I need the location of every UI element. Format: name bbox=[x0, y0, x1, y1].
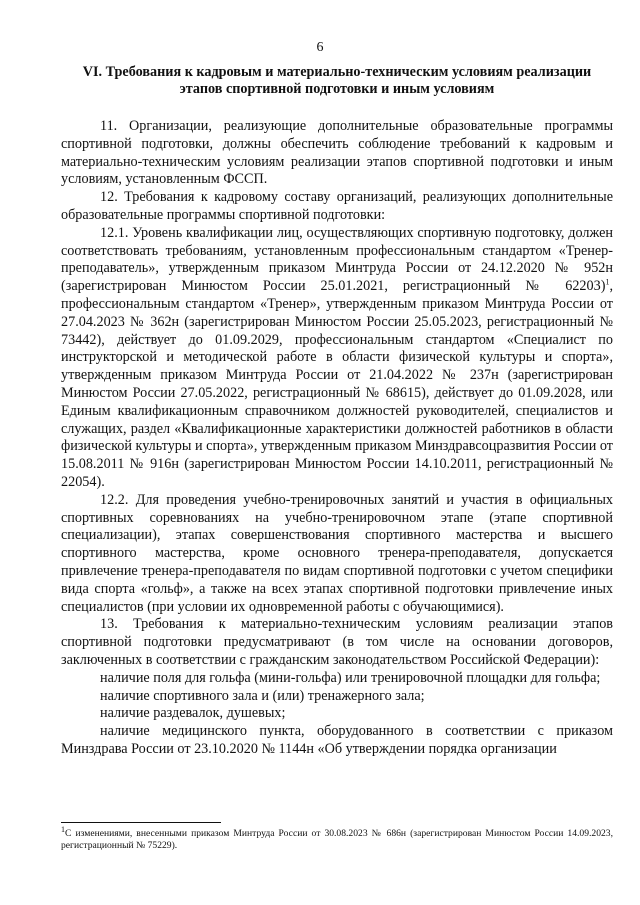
paragraph-12-2: 12.2. Для проведения учебно-тренировочных занятий и участия в официальных спортивных соревнованиях на учебно-тренировочном этапе (этапе спортивной специализации), этапах совершенствования спортивного мастерства и высшего спортивного мастерства, кроме основного тренера-преподавателя, допускается привлечение тренера-преподавателя по видам спортивной подготовки с учетом специфики вида спорта «гольф», а также на всех этапах спортивной подготовки привлечение иных специалистов (при условии их одновременной работы с обучающимися). bbox=[61, 491, 613, 615]
list-item-sports-hall: наличие спортивного зала и (или) тренажерного зала; bbox=[100, 687, 425, 704]
paragraph-12-1 bbox=[61, 225, 613, 492]
list-item-locker-rooms: наличие раздевалок, душевых; bbox=[100, 705, 286, 722]
footnote-divider bbox=[61, 822, 221, 823]
body-text bbox=[61, 118, 613, 759]
list-item-golf-field: наличие поля для гольфа (мини-гольфа) или тренировочной площадки для гольфа; bbox=[100, 669, 601, 686]
paragraph-12-1-text-end: , профессиональным стандартом «Тренер», утвержденным приказом Минтруда России от 27.04.2023 № 362н (зарегистрирован Минюстом России 25.05.2023, регистрационный № 73442), действует до 01.09.2029, профессиональным стандартом «Специалист по инструкторской и методической работе в области физической культуры и спорта», утвержденным приказом Минтруда России от 21.04.2022 № 237н (зарегистрирован Минюстом России 27.05.2022, регистрационный № 68615), действует до 01.09.2028, или Единым квалификационным справочником должностей руководителей, специалистов и служащих, раздел «Квалификационные характеристики должностей работников в области физической культуры и спорта», утвержденным приказом Минздравсоцразвития России от 15.08.2011 № 916н (зарегистрирован Минюстом России 14.10.2011, регистрационный № 22054). bbox=[61, 278, 613, 490]
footnote-text: С изменениями, внесенными приказом Минтруда России от 30.08.2023 № 686н (зарегистрирован Минюстом России 14.09.2023, регистрационный № 75229). bbox=[61, 828, 613, 851]
paragraph-12-1-text-start: 12.1. Уровень квалификации лиц, осуществляющих спортивную подготовку, должен соответствовать требованиям, установленным профессиональным стандартом «Тренер-преподаватель», утвержденным приказом Минтруда России от 24.12.2020 № 952н (зарегистрирован Минюстом России 25.01.2021, регистрационный № 62203) bbox=[61, 224, 613, 295]
paragraph-12: 12. Требования к кадровому составу организаций, реализующих дополнительные образовательные программы спортивной подготовки: bbox=[61, 189, 613, 223]
section-heading: VI. Требования к кадровым и материально-техническим условиям реализации этапов спортивной подготовки и иным условиям bbox=[82, 64, 592, 97]
footnote-marker: 1 bbox=[61, 824, 65, 834]
paragraph-13: 13. Требования к материально-техническим условиям реализации этапов спортивной подготовки предусматривают (в том числе на основании договоров, заключенных в соответствии с гражданским законодательством Российской Федерации): bbox=[61, 616, 613, 668]
list-item-medical-point: наличие медицинского пункта, оборудованного в соответствии с приказом Минздрава России от 23.10.2020 № 1144н «Об утверждении порядка организации bbox=[61, 723, 613, 757]
page-number: 6 bbox=[316, 40, 324, 55]
footnote-reference: 1 bbox=[605, 277, 610, 287]
paragraph-11: 11. Организации, реализующие дополнительные образовательные программы спортивной подготовки, должны обеспечить соблюдение требований к кадровым и материально-техническим условиям реализации этапов спортивной подготовки и иным условиям, установленным ФССП. bbox=[61, 118, 613, 188]
footnote bbox=[61, 824, 613, 852]
